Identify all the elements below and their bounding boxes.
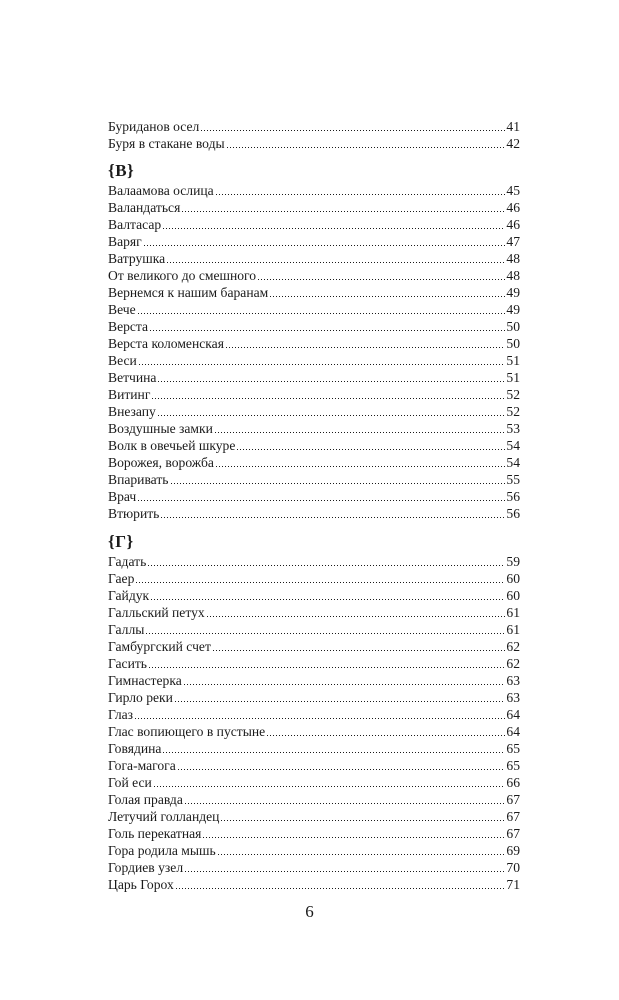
dot-leader	[257, 279, 505, 280]
toc-entry-page: 70	[506, 860, 520, 875]
toc-entry-page: 52	[506, 404, 520, 419]
toc-entry-title: Гаер	[108, 571, 135, 586]
toc-entry-page: 63	[506, 673, 520, 688]
toc-entry-page: 67	[506, 792, 520, 807]
toc-entry	[108, 655, 520, 672]
section-heading: {Г}	[108, 532, 134, 551]
toc-entry-page: 50	[506, 336, 520, 351]
toc-entry	[108, 386, 520, 403]
toc-entry-page: 54	[506, 455, 520, 470]
toc-entry	[108, 570, 520, 587]
toc-list	[108, 182, 520, 522]
toc-entry-title: Врач	[108, 489, 137, 504]
dot-leader	[138, 364, 506, 365]
toc-entry-title: Внезапу	[108, 404, 156, 419]
toc-entry-title: Гимнастерка	[108, 673, 182, 688]
toc-entry	[108, 420, 520, 437]
section-v	[108, 160, 520, 522]
toc-entry	[108, 604, 520, 621]
toc-entry-page: 48	[506, 268, 520, 283]
toc-entry-page: 49	[506, 285, 520, 300]
toc-entry-title: Ворожея, ворожба	[108, 455, 214, 470]
toc-entry	[108, 774, 520, 791]
toc-entry-page: 71	[506, 877, 520, 892]
toc-entry-page: 46	[506, 200, 520, 215]
toc-entry-title: Впаривать	[108, 472, 169, 487]
toc-entry-title: Верста	[108, 319, 149, 334]
toc-entry-page: 65	[506, 741, 520, 756]
toc-entry-title: Валандаться	[108, 200, 181, 215]
toc-entry-page: 51	[506, 370, 520, 385]
section-b-continued	[108, 118, 520, 152]
toc-entry-page: 50	[506, 319, 520, 334]
toc-entry	[108, 199, 520, 216]
dot-leader	[174, 701, 505, 702]
dot-leader	[236, 449, 505, 450]
dot-leader	[153, 786, 506, 787]
dot-leader	[170, 483, 506, 484]
dot-leader	[202, 837, 505, 838]
toc-entry	[108, 352, 520, 369]
toc-entry-title: Гора родила мышь	[108, 843, 216, 858]
dot-leader	[135, 582, 505, 583]
toc-entry	[108, 267, 520, 284]
toc-entry-page: 67	[506, 809, 520, 824]
dot-leader	[220, 820, 505, 821]
dot-leader	[206, 616, 506, 617]
toc-entry	[108, 369, 520, 386]
toc-entry	[108, 454, 520, 471]
toc-entry-title: Ветчина	[108, 370, 157, 385]
dot-leader	[166, 262, 505, 263]
dot-leader	[137, 500, 505, 501]
toc-entry-title: Говядина	[108, 741, 162, 756]
dot-leader	[184, 871, 505, 872]
dot-leader	[184, 803, 506, 804]
toc-entry-title: От великого до смешного	[108, 268, 257, 283]
toc-entry	[108, 859, 520, 876]
toc-entry	[108, 301, 520, 318]
toc-entry-title: Галлы	[108, 622, 145, 637]
toc-entry	[108, 553, 520, 570]
dot-leader	[150, 599, 505, 600]
toc-entry-page: 64	[506, 724, 520, 739]
toc-entry	[108, 118, 520, 135]
toc-entry-page: 62	[506, 656, 520, 671]
dot-leader	[157, 381, 505, 382]
toc-entry-title: Гайдук	[108, 588, 150, 603]
toc-entry-title: Глас вопиющего в пустыне	[108, 724, 266, 739]
toc-entry-page: 42	[506, 136, 520, 151]
toc-entry	[108, 689, 520, 706]
toc-entry-page: 53	[506, 421, 520, 436]
dot-leader	[212, 650, 506, 651]
toc-entry-page: 41	[506, 119, 520, 134]
toc-entry	[108, 318, 520, 335]
toc-entry-page: 61	[506, 605, 520, 620]
toc-entry-title: Гога-магога	[108, 758, 176, 773]
dot-leader	[269, 296, 505, 297]
toc-entry-page: 51	[506, 353, 520, 368]
toc-entry-page: 47	[506, 234, 520, 249]
toc-entry-page: 52	[506, 387, 520, 402]
section-g	[108, 531, 520, 893]
toc-entry-page: 46	[506, 217, 520, 232]
toc-entry-title: Вернемся к нашим баранам	[108, 285, 269, 300]
toc-entry-title: Ватрушка	[108, 251, 166, 266]
toc-entry-title: Гордиев узел	[108, 860, 184, 875]
toc-entry-title: Валтасар	[108, 217, 162, 232]
toc-entry-title: Волк в овечьей шкуре	[108, 438, 236, 453]
toc-entry-page: 48	[506, 251, 520, 266]
toc-entry-page: 69	[506, 843, 520, 858]
toc-entry-page: 45	[506, 183, 520, 198]
toc-entry	[108, 842, 520, 859]
toc-entry-title: Глаз	[108, 707, 134, 722]
toc-entry	[108, 216, 520, 233]
dot-leader	[214, 432, 506, 433]
toc-entry-title: Галльский петух	[108, 605, 205, 620]
toc-entry-page: 56	[506, 506, 520, 521]
toc-entry-title: Летучий голландец	[108, 809, 220, 824]
dot-leader	[134, 718, 505, 719]
toc-entry-title: Варяг	[108, 234, 142, 249]
dot-leader	[137, 313, 506, 314]
section-heading: {В}	[108, 161, 135, 180]
toc-entry-page: 60	[506, 588, 520, 603]
toc-entry	[108, 723, 520, 740]
dot-leader	[143, 245, 506, 246]
dot-leader	[147, 565, 505, 566]
toc-entry-title: Гамбургский счет	[108, 639, 211, 654]
toc-entry-page: 56	[506, 489, 520, 504]
dot-leader	[181, 211, 505, 212]
toc-entry	[108, 488, 520, 505]
toc-entry-page: 67	[506, 826, 520, 841]
dot-leader	[148, 667, 505, 668]
toc-entry-title: Верста коломенская	[108, 336, 224, 351]
toc-entry-title: Буря в стакане воды	[108, 136, 225, 151]
dot-leader	[177, 769, 506, 770]
toc-entry-page: 62	[506, 639, 520, 654]
toc-entry	[108, 621, 520, 638]
toc-entry-title: Витинг	[108, 387, 151, 402]
toc-entry	[108, 471, 520, 488]
toc-entry-page: 59	[506, 554, 520, 569]
dot-leader	[200, 130, 505, 131]
toc-entry-title: Вече	[108, 302, 136, 317]
toc-list	[108, 118, 520, 152]
toc-entry-title: Голая правда	[108, 792, 183, 807]
toc-entry-page: 49	[506, 302, 520, 317]
toc-entry-title: Гой еси	[108, 775, 152, 790]
dot-leader	[162, 752, 505, 753]
toc-entry-page: 64	[506, 707, 520, 722]
toc-entry-title: Царь Горох	[108, 877, 174, 892]
toc-list	[108, 553, 520, 893]
dot-leader	[151, 398, 505, 399]
dot-leader	[160, 517, 505, 518]
toc-entry-title: Буриданов осел	[108, 119, 200, 134]
toc-entry	[108, 808, 520, 825]
dot-leader	[157, 415, 506, 416]
toc-entry-page: 60	[506, 571, 520, 586]
dot-leader	[183, 684, 506, 685]
dot-leader	[175, 888, 506, 889]
dot-leader	[145, 633, 505, 634]
toc-entry-page: 55	[506, 472, 520, 487]
dot-leader	[162, 228, 505, 229]
dot-leader	[215, 194, 506, 195]
toc-entry	[108, 876, 520, 893]
toc-entry	[108, 757, 520, 774]
dot-leader	[149, 330, 505, 331]
toc-entry	[108, 706, 520, 723]
toc-entry	[108, 437, 520, 454]
toc-entry-page: 65	[506, 758, 520, 773]
toc-entry	[108, 284, 520, 301]
toc-entry-title: Гадать	[108, 554, 147, 569]
toc-entry-page: 66	[506, 775, 520, 790]
dot-leader	[225, 347, 505, 348]
dot-leader	[226, 147, 506, 148]
toc-entry-page: 63	[506, 690, 520, 705]
toc-entry	[108, 638, 520, 655]
toc-entry	[108, 233, 520, 250]
dot-leader	[266, 735, 505, 736]
toc-entry	[108, 587, 520, 604]
toc-entry	[108, 825, 520, 842]
toc-entry	[108, 250, 520, 267]
toc-entry	[108, 791, 520, 808]
toc-entry-title: Гирло реки	[108, 690, 173, 705]
toc-entry	[108, 135, 520, 152]
toc-entry-title: Голь перекатная	[108, 826, 202, 841]
toc-entry	[108, 403, 520, 420]
toc-entry-title: Воздушные замки	[108, 421, 213, 436]
toc-entry	[108, 335, 520, 352]
toc-entry-page: 61	[506, 622, 520, 637]
toc-entry-title: Втюрить	[108, 506, 160, 521]
toc-entry	[108, 182, 520, 199]
toc-entry	[108, 505, 520, 522]
dot-leader	[215, 466, 505, 467]
toc-entry-title: Веси	[108, 353, 137, 368]
toc-entry	[108, 672, 520, 689]
toc-entry-title: Валаамова ослица	[108, 183, 214, 198]
toc-entry-page: 54	[506, 438, 520, 453]
dot-leader	[217, 854, 506, 855]
toc-entry-title: Гасить	[108, 656, 148, 671]
toc-entry	[108, 740, 520, 757]
page-number: 6	[305, 902, 314, 921]
